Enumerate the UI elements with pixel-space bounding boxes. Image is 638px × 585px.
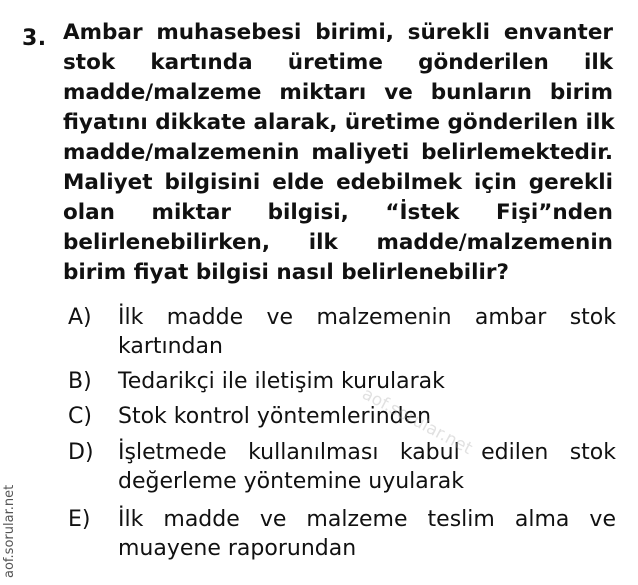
option-line: İşletmede kullanılması kabul edilen stok <box>118 440 616 465</box>
option-text <box>118 505 616 563</box>
option-line: İlk madde ve malzemenin ambar stok <box>118 305 616 330</box>
option-text <box>118 438 616 496</box>
option-letter: E) <box>68 507 91 532</box>
option-letter: C) <box>68 404 92 429</box>
option-line: İlk madde ve malzeme teslim alma ve <box>118 507 616 532</box>
watermark-side: aof.sorular.net <box>2 484 17 578</box>
option-line: Stok kontrol yöntemlerinden <box>118 404 432 429</box>
question-line: birim fiyat bilgisi nasıl belirlenebilir? <box>63 260 509 285</box>
question-line: madde/malzeme miktarı ve bunların birim <box>63 80 613 105</box>
option-text <box>118 303 616 361</box>
question-line: Maliyet bilgisini elde edebilmek için gerekli <box>63 170 613 195</box>
question-line: belirlenebilirken, ilk madde/malzemenin <box>63 230 613 255</box>
question-number: 3. <box>22 26 47 51</box>
option-letter: B) <box>68 369 92 394</box>
option-line: kartından <box>118 334 223 359</box>
question-line: fiyatını dikkate alarak, üretime gönderilen ilk <box>63 110 615 135</box>
question-text <box>63 18 613 288</box>
option-letter: D) <box>68 440 94 465</box>
option-line: Tedarikçi ile iletişim kurularak <box>118 369 445 394</box>
question-line: olan miktar bilgisi, “İstek Fişi”nden <box>63 200 613 225</box>
option-line: değerleme yöntemine uyularak <box>118 469 465 494</box>
question-line: madde/malzemenin maliyeti belirlemektedir. <box>63 140 613 165</box>
question-line: Ambar muhasebesi birimi, sürekli envanter <box>63 20 613 45</box>
option-letter: A) <box>68 305 92 330</box>
watermark-diagonal: aof.sorular.net <box>358 384 476 459</box>
option-line: muayene raporundan <box>118 536 357 561</box>
question-line: stok kartında üretime gönderilen ilk <box>63 50 613 75</box>
